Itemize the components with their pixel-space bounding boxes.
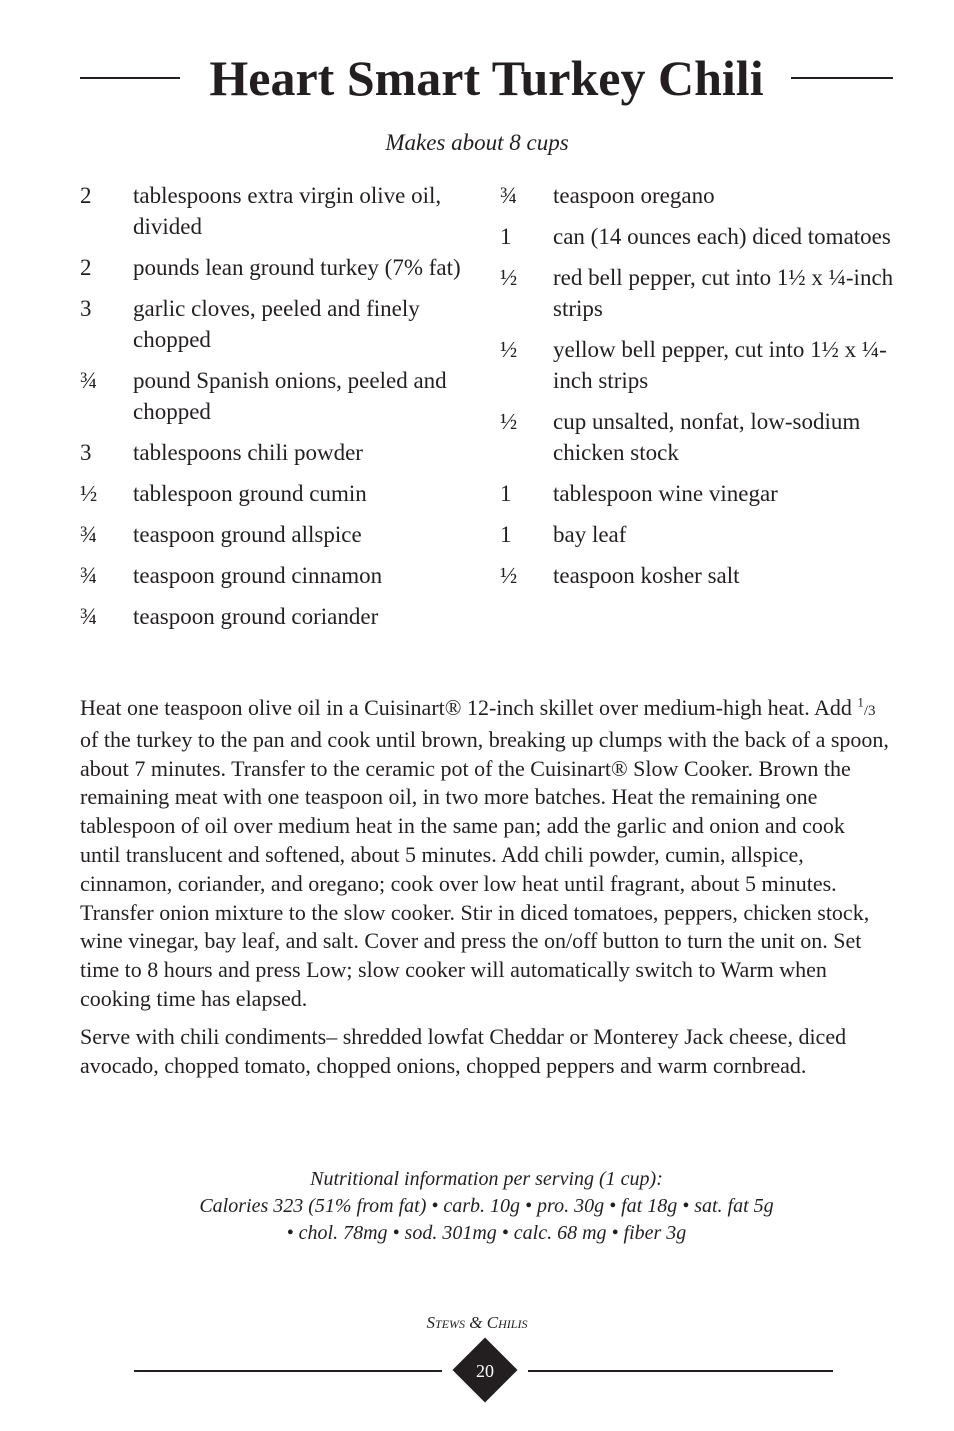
ingredient-description: teaspoon ground allspice [133, 522, 362, 547]
ingredient-item [500, 519, 910, 550]
recipe-yield: Makes about 8 cups [385, 130, 569, 155]
ingredient-description: garlic cloves, peeled and finely chopped [133, 296, 420, 352]
ingredient-quantity: ¾ [80, 522, 98, 547]
method-text: Heat one teaspoon olive oil in a Cuisinart® 12-inch skillet over medium-high heat. Add [80, 695, 858, 720]
ingredient-item [500, 180, 910, 211]
nutrition-heading: Nutritional information per serving (1 cup): [310, 1168, 663, 1190]
page-number: 20 [476, 1361, 494, 1381]
ingredients-right-column [500, 180, 910, 601]
ingredient-quantity: 1 [500, 481, 512, 506]
fraction-numerator: 1 [857, 694, 864, 710]
method-paragraph-2: Serve with chili condiments– shredded lowfat Cheddar or Monterey Jack cheese, diced avocado, chopped tomato, chopped onions, chopped peppers and warm cornbread. [80, 1023, 847, 1078]
nutrition-info [80, 1166, 893, 1247]
ingredient-quantity: 3 [80, 296, 92, 321]
ingredient-description: pound Spanish onions, peeled and chopped [133, 368, 447, 424]
ingredient-quantity: ½ [80, 481, 98, 506]
ingredient-item [500, 560, 910, 591]
ingredient-item [500, 406, 910, 468]
ingredients-left-column [80, 180, 480, 642]
ingredient-quantity: ¾ [80, 563, 98, 588]
ingredient-item [80, 180, 480, 242]
title-row [80, 46, 893, 116]
ingredient-description: bay leaf [553, 522, 627, 547]
method [80, 694, 890, 1089]
ingredient-quantity: ½ [500, 337, 518, 362]
ingredient-description: tablespoons chili powder [133, 440, 363, 465]
ingredient-item [500, 334, 910, 396]
ingredient-quantity: ½ [500, 563, 518, 588]
ingredient-item [80, 365, 480, 427]
fraction-denominator: /3 [863, 703, 876, 719]
ingredient-item [80, 437, 480, 468]
ingredient-quantity: 1 [500, 522, 512, 547]
title-rule-right [791, 77, 893, 79]
ingredient-quantity: ½ [500, 265, 518, 290]
ingredient-item [80, 519, 480, 550]
recipe-title: Heart Smart Turkey Chili [209, 50, 764, 106]
footer-rule-right [528, 1370, 833, 1372]
ingredient-item [80, 252, 480, 283]
ingredient-item [80, 560, 480, 591]
ingredient-item [500, 478, 910, 509]
method-text: of the turkey to the pan and cook until brown, breaking up clumps with the back of a spoon, about 7 minutes. Transfer to the ceramic pot of the Cuisinart® Slow Cooker. Brown the remaining meat with one teaspoon oil, in two more batches. Heat the remaining one tablespoon of oil over medium heat in the same pan; add the garlic and onion and cook until translucent and softened, about 5 minutes. Add chili powder, cumin, allspice, cinnamon, coriander, and oregano; cook over low heat until fragrant, about 5 minutes. Transfer onion mixture to the slow cooker. Stir in diced tomatoes, peppers, chicken stock, wine vinegar, bay leaf, and salt. Cover and press the on/off button to turn the unit on. Set time to 8 hours and press Low; slow cooker will automatically switch to Warm when cooking time has elapsed. [80, 726, 889, 1011]
ingredient-description: can (14 ounces each) diced tomatoes [553, 224, 891, 249]
ingredient-description: pounds lean ground turkey (7% fat) [133, 255, 461, 280]
ingredient-description: tablespoon ground cumin [133, 481, 367, 506]
ingredient-item [80, 478, 480, 509]
ingredient-description: teaspoon ground coriander [133, 604, 379, 629]
ingredient-description: red bell pepper, cut into 1½ x ¼-inch strips [553, 265, 894, 321]
ingredient-description: tablespoons extra virgin olive oil, divided [133, 183, 442, 239]
ingredient-description: yellow bell pepper, cut into 1½ x ¼-inch strips [553, 337, 887, 393]
ingredient-quantity: 1 [500, 224, 512, 249]
ingredient-item [80, 601, 480, 632]
ingredient-item [80, 293, 480, 355]
ingredient-quantity: ¾ [500, 183, 518, 208]
ingredient-description: tablespoon wine vinegar [553, 481, 778, 506]
ingredient-description: teaspoon oregano [553, 183, 715, 208]
footer-section-title [0, 1313, 954, 1333]
ingredient-quantity: ¾ [80, 368, 98, 393]
nutrition-line: Calories 323 (51% from fat) • carb. 10g • pro. 30g • fat 18g • sat. fat 5g [199, 1195, 774, 1217]
ingredient-description: cup unsalted, nonfat, low-sodium chicken stock [553, 409, 861, 465]
ingredient-quantity: ½ [500, 409, 518, 434]
ingredient-description: teaspoon ground cinnamon [133, 563, 383, 588]
ingredient-quantity: 3 [80, 440, 92, 465]
method-paragraph-1 [80, 694, 890, 1014]
footer-rule-left [134, 1370, 442, 1372]
ingredient-item [500, 262, 910, 324]
ingredient-description: teaspoon kosher salt [553, 563, 740, 588]
ingredient-quantity: ¾ [80, 604, 98, 629]
ingredient-quantity: 2 [80, 255, 92, 280]
ingredient-item [500, 221, 910, 252]
ingredient-quantity: 2 [80, 183, 92, 208]
nutrition-line: • chol. 78mg • sod. 301mg • calc. 68 mg • fiber 3g [286, 1222, 687, 1244]
section-name: Stews & Chilis [426, 1313, 528, 1332]
